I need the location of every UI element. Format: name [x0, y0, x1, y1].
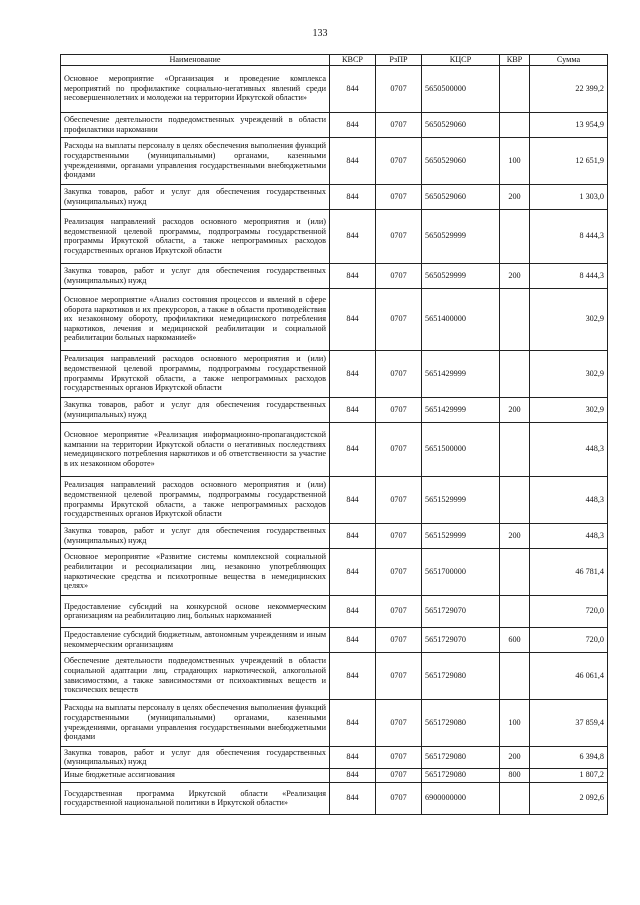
- row-sum-cell: 302,9: [530, 288, 608, 350]
- row-name-cell: Расходы на выплаты персоналу в целях обеспечения выполнения функций государственными (муниципальными) органами, казенными учреждениями, органами управления государственными внебюджетными фондами: [61, 137, 330, 184]
- row-name-cell: Расходы на выплаты персоналу в целях обеспечения выполнения функций государственными (муниципальными) органами, казенными учреждениями, органами управления государственными внебюджетными фондами: [61, 699, 330, 746]
- row-sum-cell: 22 399,2: [530, 65, 608, 112]
- row-name-cell: Основное мероприятие «Анализ состояния процессов и явлений в сфере оборота наркотиков и их прекурсоров, а также в области противодействия их незаконному обороту, профилактики немедицинского потребления наркотиков, лечения и медицинской реабилитации и социальной реабилитации больных наркоманией»: [61, 288, 330, 350]
- row-name-cell: Основное мероприятие «Организация и проведение комплекса мероприятий по профилактике социально-негативных явлений среди несовершеннолетних и молодежи на территории Иркутской области»: [61, 65, 330, 112]
- header-kvsr: КВСР: [330, 55, 376, 66]
- row-rzpr-cell: 0707: [376, 627, 422, 652]
- row-name-cell: Предоставление субсидий бюджетным, автономным учреждениям и иным некоммерческим организациям: [61, 627, 330, 652]
- row-sum-cell: 37 859,4: [530, 699, 608, 746]
- row-name-cell: Основное мероприятие «Реализация информационно-пропагандистской кампании на территории Иркутской области о негативных последствиях немедицинского потребления наркотиков и об ответственности за участие в их незаконном обороте»: [61, 422, 330, 476]
- row-rzpr-cell: 0707: [376, 746, 422, 768]
- header-name: Наименование: [61, 55, 330, 66]
- row-kcsr-cell: 5650529999: [422, 209, 500, 263]
- row-kcsr-cell: 5651429999: [422, 397, 500, 422]
- row-kvsr-cell: 844: [330, 288, 376, 350]
- header-sum: Сумма: [530, 55, 608, 66]
- row-kvr-cell: [500, 288, 530, 350]
- table-row: [61, 768, 608, 782]
- row-kvsr-cell: 844: [330, 209, 376, 263]
- row-sum-cell: 720,0: [530, 595, 608, 627]
- row-kvsr-cell: 844: [330, 652, 376, 699]
- row-kvsr-cell: 844: [330, 397, 376, 422]
- row-sum-cell: 8 444,3: [530, 263, 608, 288]
- row-kcsr-cell: 5651729080: [422, 746, 500, 768]
- header-rzpr: РзПР: [376, 55, 422, 66]
- row-kcsr-cell: 6900000000: [422, 782, 500, 814]
- row-rzpr-cell: 0707: [376, 782, 422, 814]
- row-kvr-cell: 200: [500, 746, 530, 768]
- row-sum-cell: 13 954,9: [530, 112, 608, 137]
- table-row: [61, 112, 608, 137]
- row-kcsr-cell: 5650529060: [422, 137, 500, 184]
- row-name-cell: Реализация направлений расходов основного мероприятия и (или) ведомственной целевой программы, подпрограммы государственной программы Иркутской области, а также непрограммных расходов государственных органов Иркутской области: [61, 476, 330, 523]
- row-kvr-cell: 200: [500, 184, 530, 209]
- row-kvr-cell: 100: [500, 699, 530, 746]
- row-kvr-cell: [500, 548, 530, 595]
- row-rzpr-cell: 0707: [376, 65, 422, 112]
- row-name-cell: Реализация направлений расходов основного мероприятия и (или) ведомственной целевой программы, подпрограммы государственной программы Иркутской области, а также непрограммных расходов государственных органов Иркутской области: [61, 209, 330, 263]
- row-kvsr-cell: 844: [330, 137, 376, 184]
- row-rzpr-cell: 0707: [376, 209, 422, 263]
- table-row: [61, 523, 608, 548]
- row-name-cell: Предоставление субсидий на конкурсной основе некоммерческим организациям на реабилитацию лиц, больных наркоманией: [61, 595, 330, 627]
- row-kvsr-cell: 844: [330, 627, 376, 652]
- row-kcsr-cell: 5650529060: [422, 112, 500, 137]
- row-rzpr-cell: 0707: [376, 548, 422, 595]
- row-rzpr-cell: 0707: [376, 595, 422, 627]
- row-kvr-cell: [500, 595, 530, 627]
- table-body: [61, 65, 608, 814]
- table-row: [61, 184, 608, 209]
- header-kcsr: КЦСР: [422, 55, 500, 66]
- row-sum-cell: 448,3: [530, 476, 608, 523]
- row-name-cell: Основное мероприятие «Развитие системы комплексной социальной реабилитации и ресоциализации лиц, незаконно употребляющих наркотические средства и психотропные вещества в немедицинских целях»: [61, 548, 330, 595]
- row-rzpr-cell: 0707: [376, 112, 422, 137]
- table-row: [61, 699, 608, 746]
- row-kvr-cell: [500, 209, 530, 263]
- row-kvsr-cell: 844: [330, 595, 376, 627]
- row-sum-cell: 8 444,3: [530, 209, 608, 263]
- table-header-row: [61, 55, 608, 66]
- row-kvr-cell: [500, 65, 530, 112]
- table-row: [61, 627, 608, 652]
- row-kvsr-cell: 844: [330, 350, 376, 397]
- row-kvsr-cell: 844: [330, 782, 376, 814]
- row-rzpr-cell: 0707: [376, 699, 422, 746]
- table-row: [61, 595, 608, 627]
- row-sum-cell: 448,3: [530, 523, 608, 548]
- table-row: [61, 350, 608, 397]
- row-sum-cell: 1 807,2: [530, 768, 608, 782]
- row-kvr-cell: 200: [500, 397, 530, 422]
- row-kvr-cell: [500, 422, 530, 476]
- table-row: [61, 137, 608, 184]
- row-name-cell: Закупка товаров, работ и услуг для обеспечения государственных (муниципальных) нужд: [61, 263, 330, 288]
- row-kvsr-cell: 844: [330, 65, 376, 112]
- row-name-cell: Закупка товаров, работ и услуг для обеспечения государственных (муниципальных) нужд: [61, 397, 330, 422]
- row-name-cell: Закупка товаров, работ и услуг для обеспечения государственных (муниципальных) нужд: [61, 184, 330, 209]
- table-row: [61, 209, 608, 263]
- row-kvsr-cell: 844: [330, 768, 376, 782]
- row-kcsr-cell: 5651729080: [422, 699, 500, 746]
- row-sum-cell: 448,3: [530, 422, 608, 476]
- row-kvr-cell: [500, 112, 530, 137]
- row-sum-cell: 302,9: [530, 397, 608, 422]
- row-kcsr-cell: 5651729080: [422, 768, 500, 782]
- row-rzpr-cell: 0707: [376, 137, 422, 184]
- row-sum-cell: 720,0: [530, 627, 608, 652]
- row-rzpr-cell: 0707: [376, 476, 422, 523]
- row-kcsr-cell: 5651729070: [422, 627, 500, 652]
- row-kvr-cell: 200: [500, 523, 530, 548]
- table-row: [61, 65, 608, 112]
- row-kvsr-cell: 844: [330, 263, 376, 288]
- row-kcsr-cell: 5651729080: [422, 652, 500, 699]
- row-name-cell: Государственная программа Иркутской области «Реализация государственной национальной политики в Иркутской области»: [61, 782, 330, 814]
- row-kvsr-cell: 844: [330, 548, 376, 595]
- table-row: [61, 397, 608, 422]
- row-kvr-cell: 200: [500, 263, 530, 288]
- table-row: [61, 476, 608, 523]
- row-kcsr-cell: 5651529999: [422, 476, 500, 523]
- table-row: [61, 782, 608, 814]
- table-row: [61, 652, 608, 699]
- table-row: [61, 548, 608, 595]
- row-kvr-cell: 600: [500, 627, 530, 652]
- budget-table: [60, 54, 608, 815]
- table-row: [61, 746, 608, 768]
- row-rzpr-cell: 0707: [376, 422, 422, 476]
- row-kvsr-cell: 844: [330, 476, 376, 523]
- row-kvr-cell: [500, 476, 530, 523]
- row-kcsr-cell: 5651529999: [422, 523, 500, 548]
- row-kvsr-cell: 844: [330, 422, 376, 476]
- row-rzpr-cell: 0707: [376, 350, 422, 397]
- row-sum-cell: 46 061,4: [530, 652, 608, 699]
- row-rzpr-cell: 0707: [376, 397, 422, 422]
- row-sum-cell: 12 651,9: [530, 137, 608, 184]
- row-kcsr-cell: 5650529060: [422, 184, 500, 209]
- row-kvsr-cell: 844: [330, 184, 376, 209]
- row-kvr-cell: 800: [500, 768, 530, 782]
- row-name-cell: Обеспечение деятельности подведомственных учреждений в области профилактики наркомании: [61, 112, 330, 137]
- row-kcsr-cell: 5651729070: [422, 595, 500, 627]
- row-kcsr-cell: 5651400000: [422, 288, 500, 350]
- row-sum-cell: 1 303,0: [530, 184, 608, 209]
- row-rzpr-cell: 0707: [376, 263, 422, 288]
- table-row: [61, 422, 608, 476]
- row-rzpr-cell: 0707: [376, 523, 422, 548]
- row-kvr-cell: [500, 782, 530, 814]
- row-kvr-cell: [500, 652, 530, 699]
- row-kcsr-cell: 5650500000: [422, 65, 500, 112]
- table-row: [61, 288, 608, 350]
- row-name-cell: Обеспечение деятельности подведомственных учреждений в области социальной адаптации лиц, страдающих наркотической, алкогольной зависимостями, а также зависимостями от психоактивных веществ и токсических веществ: [61, 652, 330, 699]
- row-kvr-cell: 100: [500, 137, 530, 184]
- row-kvsr-cell: 844: [330, 523, 376, 548]
- row-kcsr-cell: 5651500000: [422, 422, 500, 476]
- row-kcsr-cell: 5651429999: [422, 350, 500, 397]
- row-kvr-cell: [500, 350, 530, 397]
- row-name-cell: Закупка товаров, работ и услуг для обеспечения государственных (муниципальных) нужд: [61, 523, 330, 548]
- row-kvsr-cell: 844: [330, 112, 376, 137]
- row-name-cell: Закупка товаров, работ и услуг для обеспечения государственных (муниципальных) нужд: [61, 746, 330, 768]
- header-kvr: КВР: [500, 55, 530, 66]
- row-kcsr-cell: 5651700000: [422, 548, 500, 595]
- row-name-cell: Иные бюджетные ассигнования: [61, 768, 330, 782]
- row-rzpr-cell: 0707: [376, 184, 422, 209]
- row-sum-cell: 302,9: [530, 350, 608, 397]
- row-kvsr-cell: 844: [330, 746, 376, 768]
- row-sum-cell: 2 092,6: [530, 782, 608, 814]
- row-rzpr-cell: 0707: [376, 288, 422, 350]
- table-row: [61, 263, 608, 288]
- row-rzpr-cell: 0707: [376, 768, 422, 782]
- row-rzpr-cell: 0707: [376, 652, 422, 699]
- page-number: 133: [312, 28, 328, 39]
- row-name-cell: Реализация направлений расходов основного мероприятия и (или) ведомственной целевой программы, подпрограммы государственной программы Иркутской области, а также непрограммных расходов государственных органов Иркутской области: [61, 350, 330, 397]
- row-kcsr-cell: 5650529999: [422, 263, 500, 288]
- row-kvsr-cell: 844: [330, 699, 376, 746]
- row-sum-cell: 46 781,4: [530, 548, 608, 595]
- row-sum-cell: 6 394,8: [530, 746, 608, 768]
